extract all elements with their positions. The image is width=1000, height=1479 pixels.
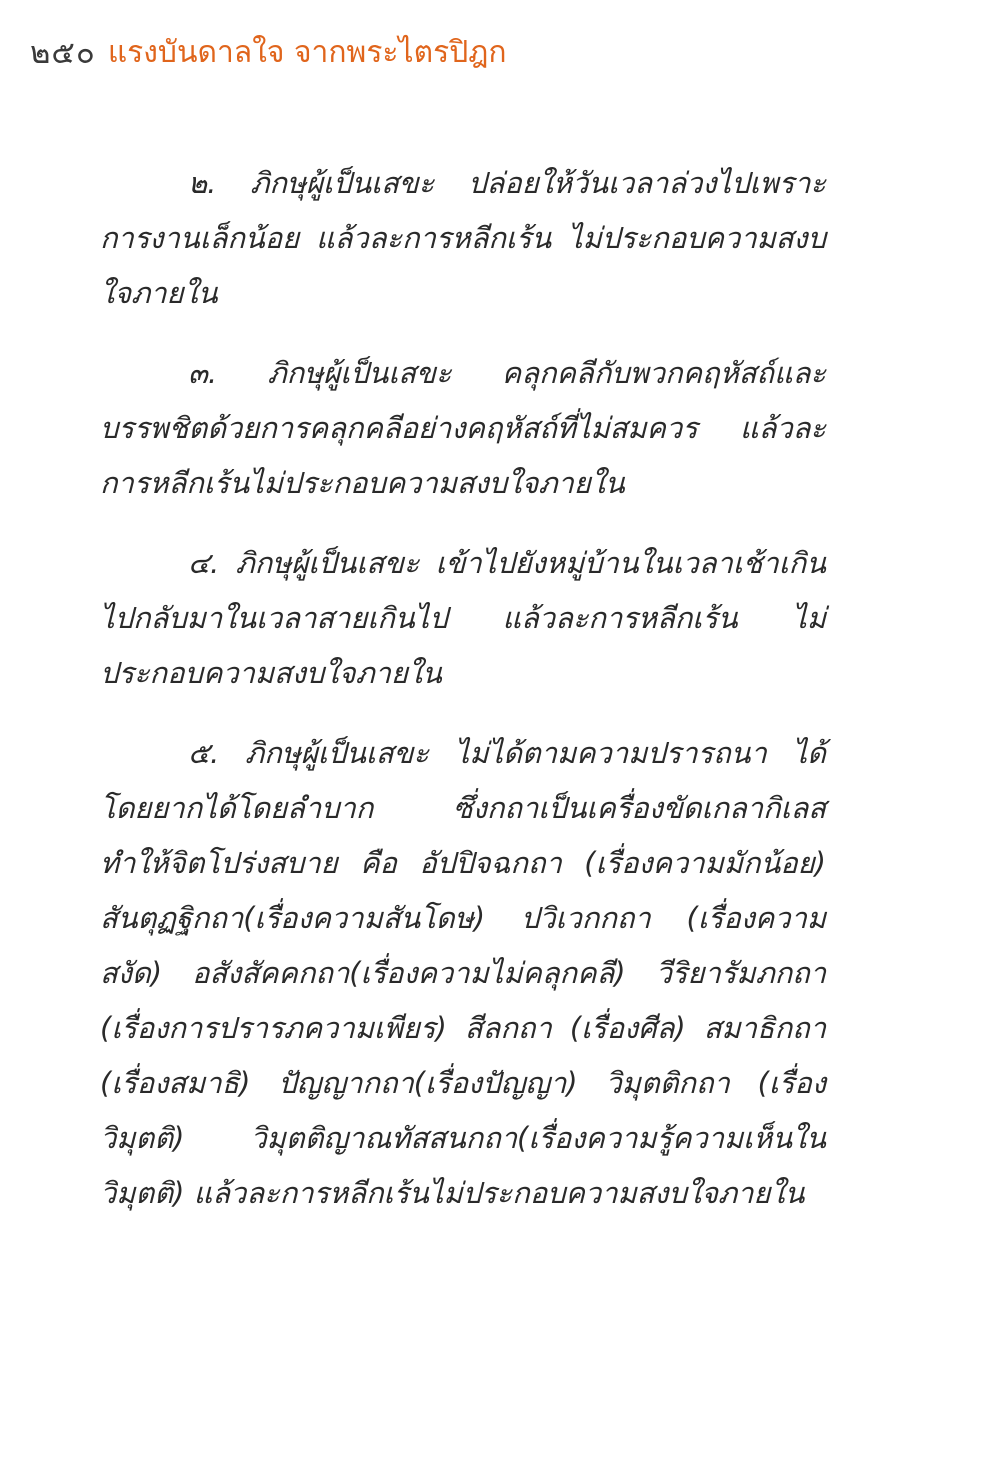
book-title: แรงบันดาลใจ จากพระไตรปิฎก xyxy=(107,34,507,70)
paragraph-item-5: ๕. ภิกษุผู้เป็นเสขะ ไม่ได้ตามความปรารถนา ได้โดยยากได้โดยลำบาก ซึ่งกถาเป็นเครื่องขัดเกลากิเลส ทำให้จิตโปร่งสบาย คือ อัปปิจฉกถา (เรื่องความมักน้อย) สันตุฏฐิกถา(เรื่องความสันโดษ) ปวิเวกกถา (เรื่องความสงัด) อสังสัคคกถา(เรื่องความไม่คลุกคลี) วีริยารัมภกถา (เรื่องการปรารภความเพียร) สีลกถา (เรื่องศีล) สมาธิกถา (เรื่องสมาธิ) ปัญญากถา(เรื่องปัญญา) วิมุตติกถา (เรื่องวิมุตติ) วิมุตติญาณทัสสนกถา(เรื่องความรู้ความเห็นในวิมุตติ) แล้วละการหลีกเร้นไม่ประกอบความสงบใจภายใน xyxy=(100,736,826,1210)
paragraph-item-3: ๓. ภิกษุผู้เป็นเสขะ คลุกคลีกับพวกคฤหัสถ์และบรรพชิตด้วยการคลุกคลีอย่างคฤหัสถ์ที่ไม่สมควร แล้วละการหลีกเร้นไม่ประกอบความสงบใจภายใน xyxy=(100,356,826,500)
paragraph-item-2: ๒. ภิกษุผู้เป็นเสขะ ปล่อยให้วันเวลาล่วงไปเพราะการงานเล็กน้อย แล้วละการหลีกเร้น ไม่ประกอบความสงบใจภายใน xyxy=(100,166,826,310)
paragraph-item-4: ๔. ภิกษุผู้เป็นเสขะ เข้าไปยังหมู่บ้านในเวลาเช้าเกินไปกลับมาในเวลาสายเกินไป แล้วละการหลีกเร้น ไม่ประกอบความสงบใจภายใน xyxy=(100,546,826,690)
body-text xyxy=(100,156,826,1246)
page-header xyxy=(30,28,507,76)
page-number: ๒๕๐ xyxy=(30,35,96,71)
